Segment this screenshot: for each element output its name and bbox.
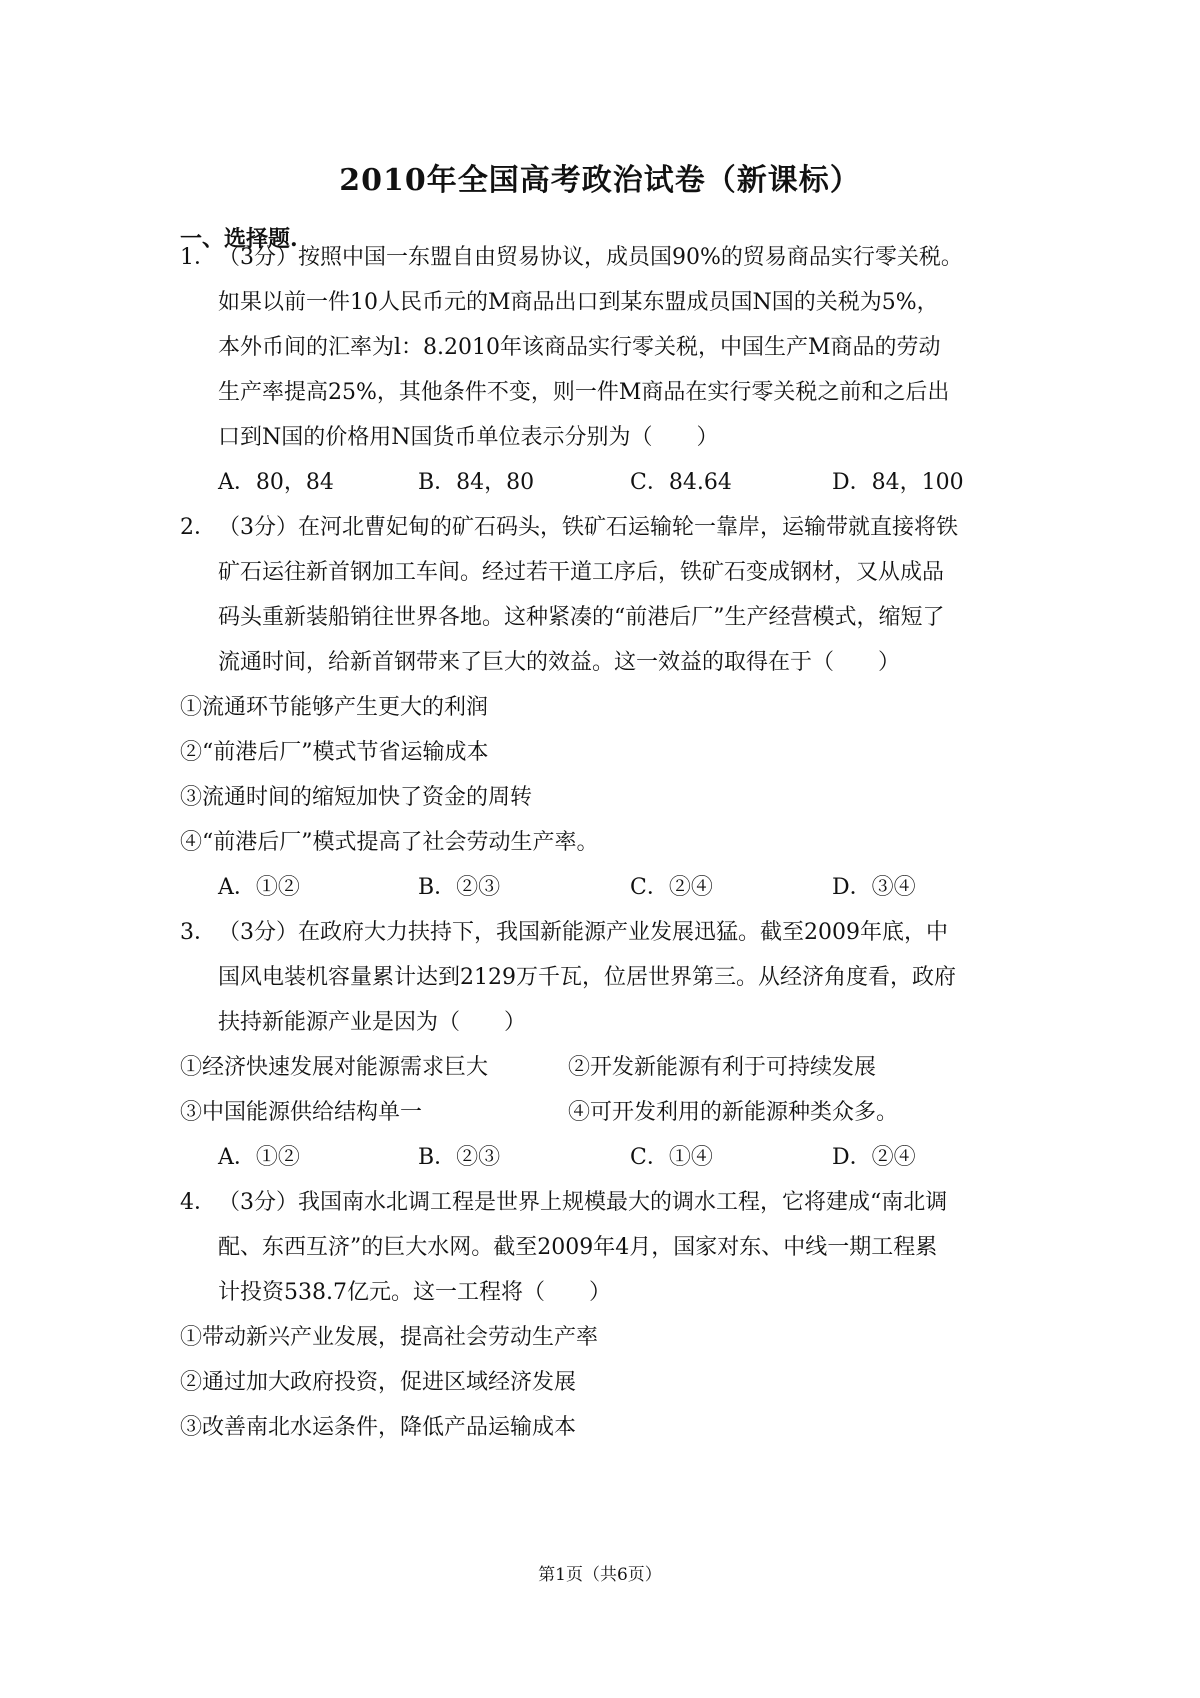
answer-option: A．80，84 — [218, 470, 334, 495]
answer-option: D．84，100 — [832, 470, 964, 495]
question-text-line: 扶持新能源产业是因为（ ） — [218, 1010, 527, 1035]
answer-option: C．②④ — [630, 875, 713, 900]
question-text-line: 矿石运往新首钢加工车间。经过若干道工序后，铁矿石变成钢材，又从成品 — [218, 560, 945, 585]
question-text-line: 国风电装机容量累计达到2129万千瓦，位居世界第三。从经济角度看，政府 — [218, 965, 956, 990]
answer-option: D．③④ — [832, 875, 916, 900]
question-text-line: 生产率提高25%，其他条件不变，则一件M商品在实行零关税之前和之后出 — [218, 380, 950, 405]
question-text-line: （3分）在河北曹妃甸的矿石码头，铁矿石运输轮一靠岸，运输带就直接将铁 — [218, 515, 958, 540]
question-number: 2． — [180, 515, 216, 540]
question-text-line: 如果以前一件10人民币元的M商品出口到某东盟成员国N国的关税为5%， — [218, 290, 939, 315]
statement-item: ②通过加大政府投资，促进区域经济发展 — [180, 1370, 577, 1395]
question-text-line: 流通时间，给新首钢带来了巨大的效益。这一效益的取得在于（ ） — [218, 650, 901, 675]
page-title: 2010年全国高考政治试卷（新课标） — [339, 163, 861, 198]
statement-item: ②“前港后厂”模式节省运输成本 — [180, 740, 489, 765]
statement-item: ①经济快速发展对能源需求巨大 — [180, 1055, 489, 1080]
answer-option: B．②③ — [418, 1145, 501, 1170]
question-text-line: （3分）在政府大力扶持下，我国新能源产业发展迅猛。截至2009年底，中 — [218, 920, 948, 945]
statement-item: ③改善南北水运条件，降低产品运输成本 — [180, 1415, 577, 1440]
section-heading: 一、选择题. — [180, 226, 298, 252]
statement-item: ①流通环节能够产生更大的利润 — [180, 695, 489, 720]
question-number: 4． — [180, 1190, 216, 1215]
question-text-line: 配、东西互济”的巨大水网。截至2009年4月，国家对东、中线一期工程累 — [218, 1235, 938, 1260]
question-text-line: （3分）按照中国一东盟自由贸易协议，成员国90%的贸易商品实行零关税。 — [218, 245, 963, 270]
question-number: 3． — [180, 920, 216, 945]
answer-option: B．②③ — [418, 875, 501, 900]
answer-option: A．①② — [218, 875, 300, 900]
statement-item: ③流通时间的缩短加快了资金的周转 — [180, 785, 533, 810]
question-text-line: 口到N国的价格用N国货币单位表示分别为（ ） — [218, 425, 719, 450]
question-number: 1． — [180, 245, 216, 270]
answer-option: A．①② — [218, 1145, 300, 1170]
statement-item: ③中国能源供给结构单一 — [180, 1100, 423, 1125]
question-text-line: （3分）我国南水北调工程是世界上规模最大的调水工程，它将建成“南北调 — [218, 1190, 948, 1215]
statement-item: ②开发新能源有利于可持续发展 — [568, 1055, 877, 1080]
statement-item: ④可开发利用的新能源种类众多。 — [568, 1100, 899, 1125]
answer-option: C．84.64 — [630, 470, 732, 495]
answer-option: D．②④ — [832, 1145, 916, 1170]
statement-item: ④“前港后厂”模式提高了社会劳动生产率。 — [180, 830, 599, 855]
answer-option: B．84，80 — [418, 470, 535, 495]
page-footer: 第1页（共6页） — [538, 1565, 662, 1585]
question-text-line: 码头重新装船销往世界各地。这种紧凑的“前港后厂”生产经营模式，缩短了 — [218, 605, 945, 630]
question-text-line: 计投资538.7亿元。这一工程将（ ） — [218, 1280, 611, 1305]
statement-item: ①带动新兴产业发展，提高社会劳动生产率 — [180, 1325, 599, 1350]
question-text-line: 本外币间的汇率为l：8.2010年该商品实行零关税，中国生产M商品的劳动 — [218, 335, 941, 360]
answer-option: C．①④ — [630, 1145, 713, 1170]
